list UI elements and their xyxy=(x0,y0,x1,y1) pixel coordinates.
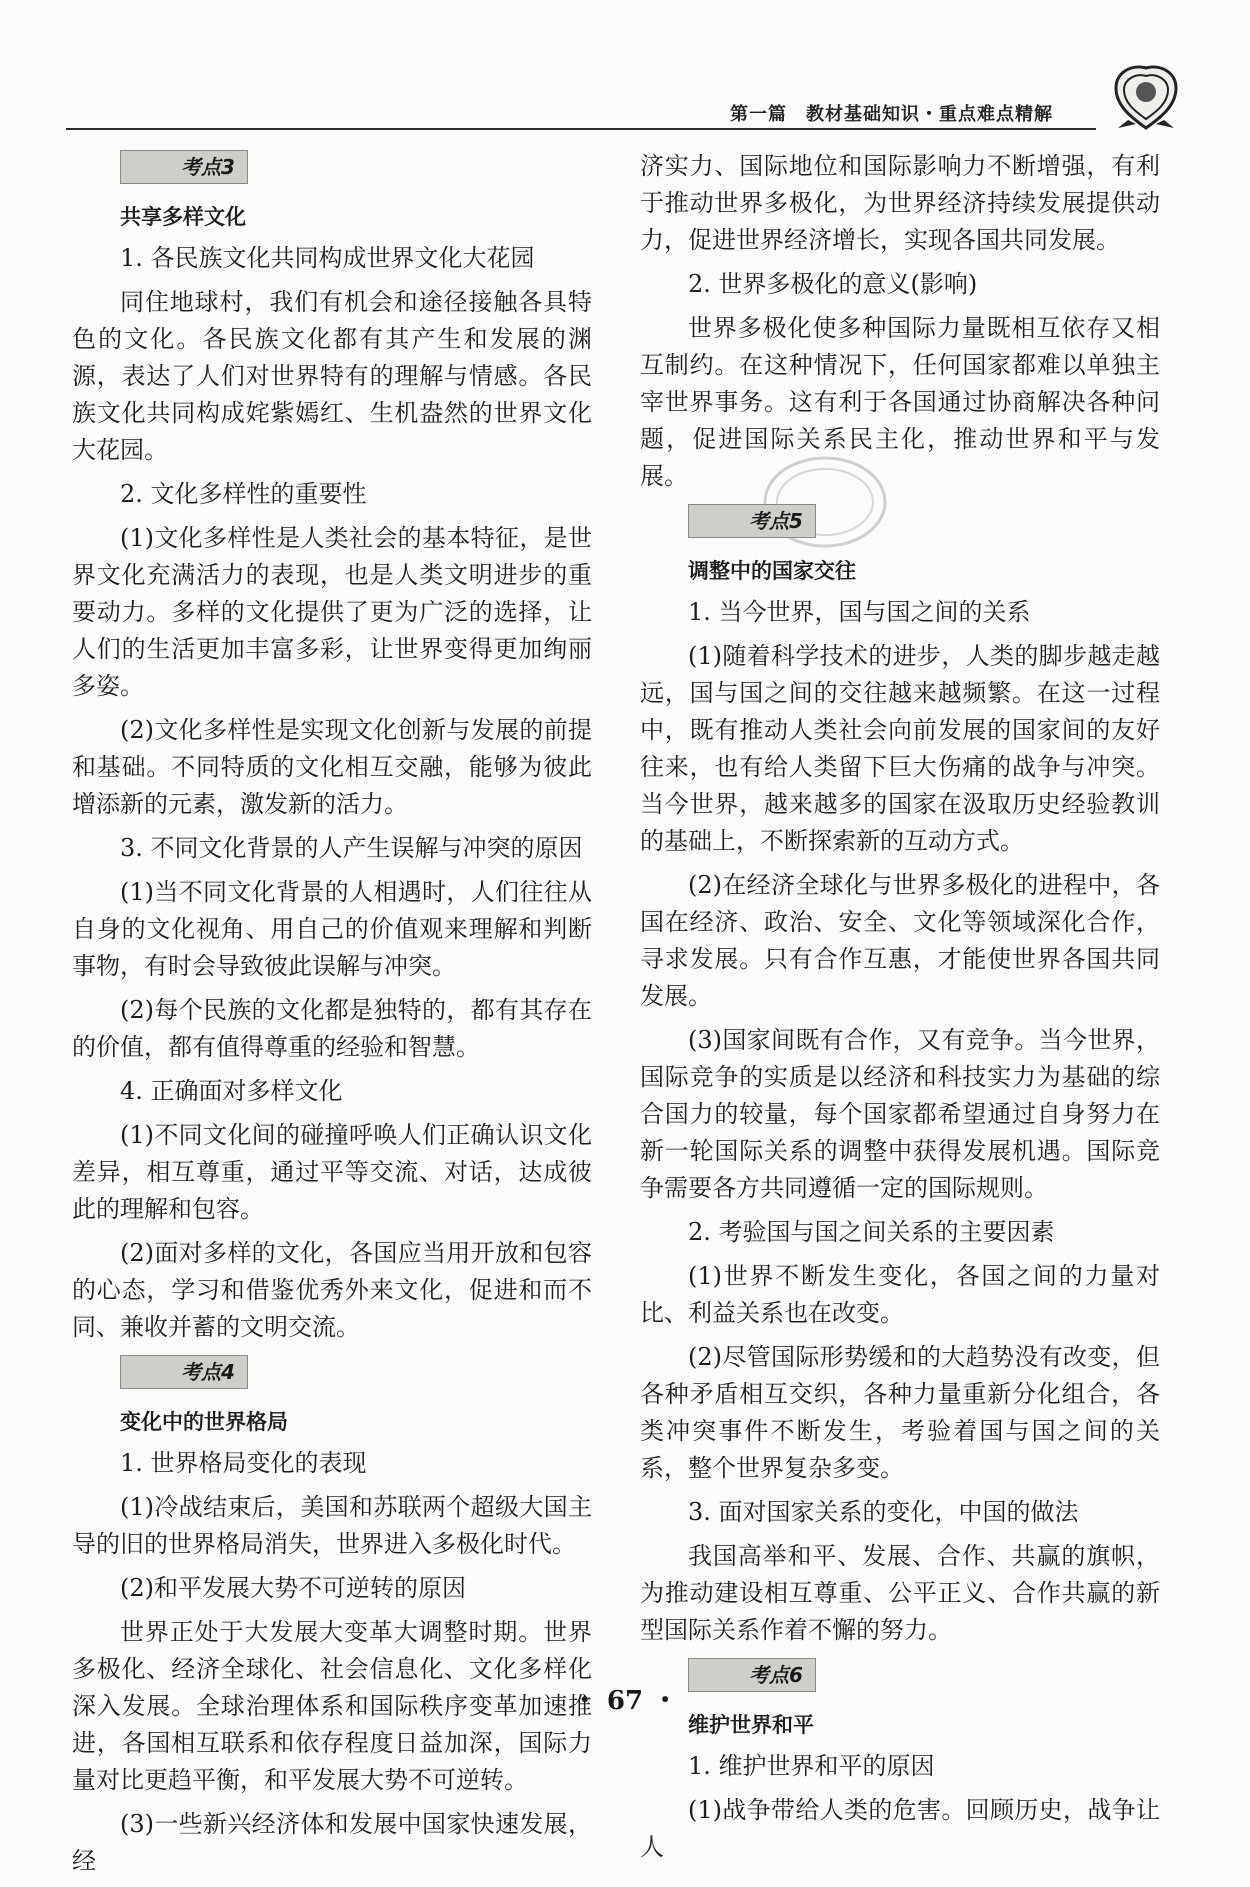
page-number: ・ 67 ・ xyxy=(571,1686,679,1716)
section-badge-6: 考点6 xyxy=(688,1658,816,1692)
running-header: 第一篇 教材基础知识・重点难点精解 xyxy=(730,104,1053,125)
paragraph: (1)文化多样性是人类社会的基本特征，是世界文化充满活力的表现，也是人类文明进步的重要动力。多样的文化提供了更为广泛的选择，让人们的生活更加丰富多彩，让世界变得更加绚丽多姿。 xyxy=(72,524,592,700)
paragraph: (1)当不同文化背景的人相遇时，人们往往从自身的文化视角、用自己的价值观来理解和判断事物，有时会导致彼此误解与冲突。 xyxy=(72,878,592,980)
paragraph: (1)冷战结束后，美国和苏联两个超级大国主导的旧的世界格局消失，世界进入多极化时代。 xyxy=(72,1493,592,1558)
header-rule xyxy=(66,128,1096,130)
paragraph: 世界正处于大发展大变革大调整时期。世界多极化、经济全球化、社会信息化、文化多样化深入发展。全球治理体系和国际秩序变革加速推进，各国相互联系和依存程度日益加深，国际力量对比更趋平衡，和平发展大势不可逆转。 xyxy=(72,1618,592,1794)
subheading: 3. 面对国家关系的变化，中国的做法 xyxy=(688,1498,1079,1526)
right-column xyxy=(640,148,1160,1873)
paragraph: (1)战争带给人类的危害。回顾历史，战争让人 xyxy=(640,1796,1160,1861)
section-badge-5: 考点5 xyxy=(688,504,816,538)
left-column xyxy=(72,148,592,1887)
subheading: 1. 世界格局变化的表现 xyxy=(120,1449,367,1477)
paragraph-continued: 济实力、国际地位和国际影响力不断增强，有利于推动世界多极化，为世界经济持续发展提供动力，促进世界经济增长，实现各国共同发展。 xyxy=(640,152,1160,254)
subheading: 2. 世界多极化的意义(影响) xyxy=(688,270,978,298)
subheading: 1. 维护世界和平的原因 xyxy=(688,1752,935,1780)
subheading: 2. 文化多样性的重要性 xyxy=(120,480,367,508)
subheading: 1. 当今世界，国与国之间的关系 xyxy=(688,598,1031,626)
paragraph: (2)文化多样性是实现文化创新与发展的前提和基础。不同特质的文化相互交融，能够为彼此增添新的元素，激发新的活力。 xyxy=(72,716,592,818)
paragraph: (2)尽管国际形势缓和的大趋势没有改变，但各种矛盾相互交织，各种力量重新分化组合，各类冲突事件不断发生，考验着国与国之间的关系，整个世界复杂多变。 xyxy=(640,1343,1160,1482)
paragraph: (2)每个民族的文化都是独特的，都有其存在的价值，都有值得尊重的经验和智慧。 xyxy=(72,996,592,1061)
paragraph: (3)一些新兴经济体和发展中国家快速发展，经 xyxy=(72,1810,592,1875)
paragraph: 同住地球村，我们有机会和途径接触各具特色的文化。各民族文化都有其产生和发展的渊源，表达了人们对世界特有的理解与情感。各民族文化共同构成姹紫嫣红、生机盎然的世界文化大花园。 xyxy=(72,288,592,464)
section-title-6: 维护世界和平 xyxy=(688,1713,814,1737)
paragraph: 世界多极化使多种国际力量既相互依存又相互制约。在这种情况下，任何国家都难以单独主宰世界事务。这有利于各国通过协商解决各种问题，促进国际关系民主化，推动世界和平与发展。 xyxy=(640,314,1160,490)
paragraph: (2)在经济全球化与世界多极化的进程中，各国在经济、政治、安全、文化等领域深化合作，寻求发展。只有合作互惠，才能使世界各国共同发展。 xyxy=(640,871,1160,1010)
section-title-3: 共享多样文化 xyxy=(120,205,246,229)
paragraph: 我国高举和平、发展、合作、共赢的旗帜，为推动建设相互尊重、公平正义、合作共赢的新型国际关系作着不懈的努力。 xyxy=(640,1542,1160,1644)
section-badge-3: 考点3 xyxy=(120,150,248,184)
paragraph: (2)面对多样的文化，各国应当用开放和包容的心态，学习和借鉴优秀外来文化，促进和而不同、兼收并蓄的文明交流。 xyxy=(72,1239,592,1341)
paragraph: (1)不同文化间的碰撞呼唤人们正确认识文化差异，相互尊重，通过平等交流、对话，达成彼此的理解和包容。 xyxy=(72,1121,592,1223)
subheading: 1. 各民族文化共同构成世界文化大花园 xyxy=(120,244,535,272)
publisher-logo-icon xyxy=(1110,62,1182,134)
section-title-4: 变化中的世界格局 xyxy=(120,1410,288,1434)
section-title-5: 调整中的国家交往 xyxy=(688,559,856,583)
paragraph: (1)随着科学技术的进步，人类的脚步越走越远，国与国之间的交往越来越频繁。在这一过程中，既有推动人类社会向前发展的国家间的友好往来，也有给人类留下巨大伤痛的战争与冲突。当今世界，越来越多的国家在汲取历史经验教训的基础上，不断探索新的互动方式。 xyxy=(640,642,1160,855)
paragraph: (2)和平发展大势不可逆转的原因 xyxy=(120,1574,466,1602)
section-badge-4: 考点4 xyxy=(120,1355,248,1389)
subheading: 3. 不同文化背景的人产生误解与冲突的原因 xyxy=(120,834,583,862)
subheading: 2. 考验国与国之间关系的主要因素 xyxy=(688,1218,1055,1246)
subheading: 4. 正确面对多样文化 xyxy=(120,1077,343,1105)
paragraph: (3)国家间既有合作，又有竞争。当今世界，国际竞争的实质是以经济和科技实力为基础的综合国力的较量，每个国家都希望通过自身努力在新一轮国际关系的调整中获得发展机遇。国际竞争需要各方共同遵循一定的国际规则。 xyxy=(640,1026,1160,1202)
paragraph: (1)世界不断发生变化，各国之间的力量对比、利益关系也在改变。 xyxy=(640,1262,1160,1327)
